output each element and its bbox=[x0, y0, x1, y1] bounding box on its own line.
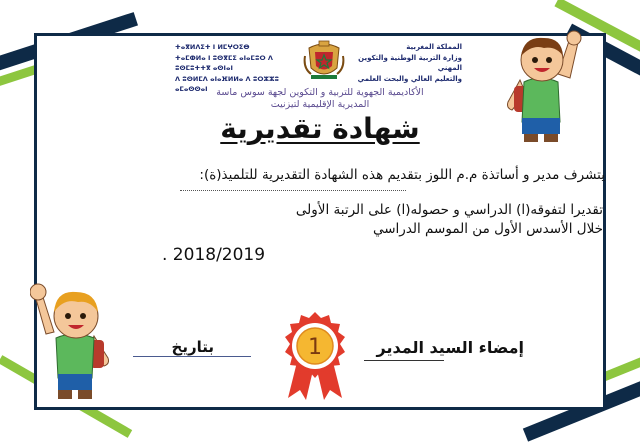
student-name-dotted-line bbox=[180, 190, 406, 191]
tifinagh-line: ⴷ ⵓⵙⵍⵎⴷ ⴰⵏⴰⴼⵍⵍⴰ ⴷ ⵓⵔⵣⵣⵓ ⴰⵎⴰⵙⵙⴰⵏ bbox=[175, 74, 280, 93]
school-year: . 2018/2019 bbox=[162, 245, 266, 265]
cheering-boy-illustration bbox=[30, 280, 120, 405]
tifinagh-line: ⵜⴰⵎⵀⵍⴰ ⵏ ⵓⵙⴳⵎⵉ ⴰⵏⴰⵎⵓⵔ ⴷ ⵓⵙⵎⵓⵜⵜⴳ ⴰⵙⵏⴰⵏ bbox=[175, 53, 273, 72]
date-line bbox=[133, 356, 251, 357]
certificate-title: شهادة تقديرية bbox=[220, 112, 420, 145]
academy-line: الأكاديمية الجهوية للتربية و التكوين لجهة سوس ماسة bbox=[216, 87, 424, 98]
ministry-header bbox=[342, 42, 462, 84]
ministry-line: المملكة المغربية bbox=[406, 43, 462, 51]
academy-text bbox=[170, 87, 470, 111]
ministry-line: وزارة التربية الوطنية والتكوين المهني bbox=[358, 53, 462, 72]
ministry-line: والتعليم العالي والبحث العلمي bbox=[357, 74, 462, 83]
medal-rank: 1 bbox=[308, 335, 322, 360]
tifinagh-line: ⵜⴰⴳⵍⴷⵉⵜ ⵏ ⵍⵎⵖⵔⵉⴱ bbox=[175, 43, 250, 51]
reason-text: تقديرا لتفوقه(ا) الدراسي و حصوله(ا) على الرتبة الأولى خلال الأسدس الأول من الموسم الدراسي bbox=[295, 202, 603, 237]
coat-of-arms-emblem bbox=[303, 38, 345, 82]
directorate-line: المديرية الإقليمية لتيزنيت bbox=[270, 99, 370, 110]
director-signature-label: إمضاء السيد المدير bbox=[376, 338, 524, 357]
first-place-medal-icon bbox=[276, 310, 354, 402]
intro-text: يتشرف مدير و أساتذة م.م اللوز بتقديم هذه الشهادة التقديرية للتلميذ(ة): bbox=[199, 167, 605, 183]
cheering-boy-illustration bbox=[500, 30, 585, 148]
date-label: بتاريخ bbox=[171, 338, 214, 356]
director-signature-line bbox=[364, 360, 444, 361]
